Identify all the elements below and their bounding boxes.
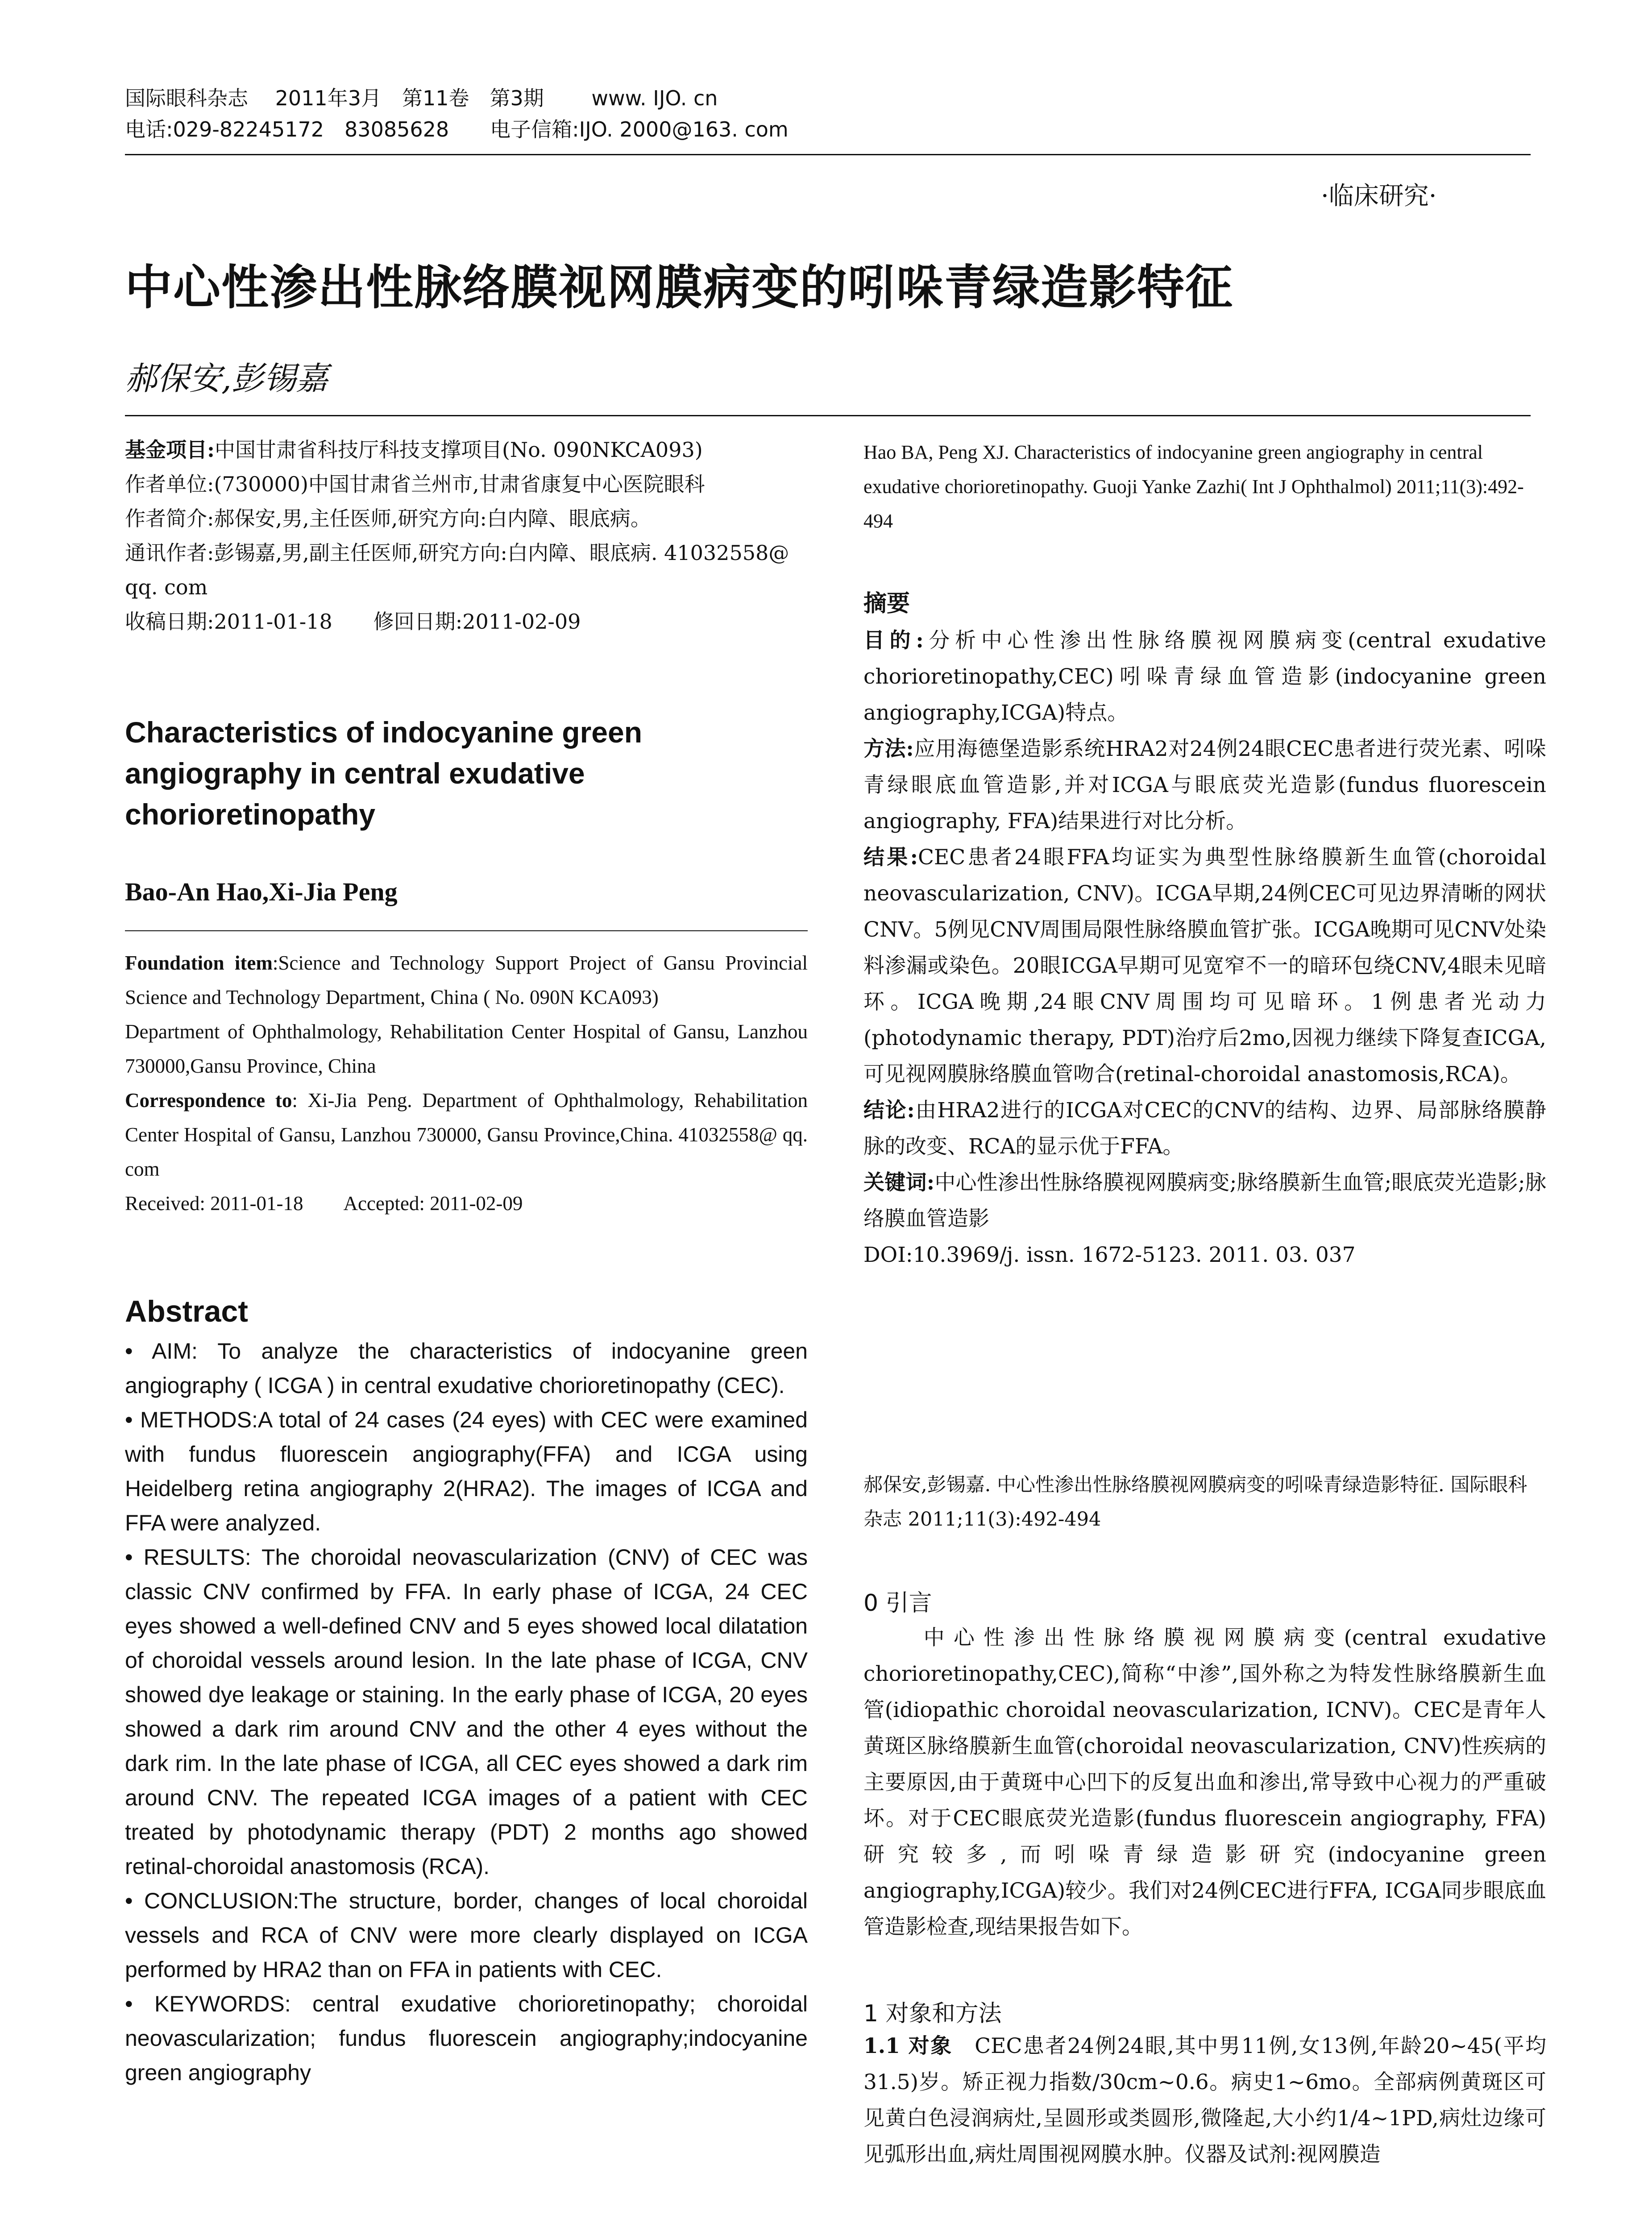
abstract-heading: Abstract [125, 1294, 248, 1328]
abstract-cn-item [863, 622, 1546, 731]
correspondence-label: Correspondence to [125, 1089, 292, 1111]
abstract-keywords: • KEYWORDS: central exudative chorioretinopathy; choroidal neovascularization; fundus fluorescein angiography;indocyanine green angiography [125, 1991, 808, 2085]
abstract-cn-text: 由HRA2进行的ICGA对CEC的CNV的结构、边界、局部脉络膜静脉的改变、RCA的显示优于FFA。 [863, 1098, 1546, 1159]
english-authors: Bao-An Hao,Xi-Jia Peng [125, 877, 398, 906]
journal-header-line1: 国际眼科杂志 2011年3月 第11卷 第3期 www. IJO. cn [125, 86, 718, 110]
doi: DOI:10.3969/j. issn. 1672-5123. 2011. 03. 037 [863, 1243, 1356, 1267]
article-info [125, 433, 808, 639]
info-line: 通讯作者:彭锡嘉,男,副主任医师,研究方向:白内障、眼底病. 41032558@ qq. com [125, 541, 789, 599]
foundation-text: :Science and Technology Support Project of Gansu Provincial Science and Technology Department, China ( No. 090N KCA093) [125, 952, 808, 1008]
abstract-results: • RESULTS: The choroidal neovascularization (CNV) of CEC was classic CNV confirmed by FFA. In early phase of ICGA, 24 CEC eyes showed a well-defined CNV and 5 eyes showed local dilatation of choroidal vessels around lesion. In the late phase of ICGA, CNV showed dye leakage or staining. In the early phase of ICGA, 20 eyes showed a dark rim around CNV and the other 4 eyes without the dark rim. In the late phase of ICGA, all CEC eyes showed a dark rim around CNV. The repeated ICGA images of a patient with CEC treated by photodynamic therapy (PDT) 2 months ago showed retinal-choroidal anastomosis (RCA). [125, 1545, 808, 1879]
page-title: 中心性渗出性脉络膜视网膜病变的吲哚青绿造影特征 [125, 260, 1233, 315]
methods-heading: 1 对象和方法 [863, 2000, 1002, 2027]
abstract-en [125, 1334, 808, 2090]
header-rule [125, 154, 1531, 155]
abstract-cn-label: 关键词: [863, 1170, 935, 1195]
subsection-label: 1.1 对象 [863, 2034, 953, 2058]
abstract-cn-label: 方法: [863, 737, 914, 761]
foundation-label: Foundation item [125, 952, 273, 974]
english-title: Characteristics of indocyanine green angiography in central exudative chorioretinopathy [125, 716, 643, 831]
abstract-cn-text: 分析中心性渗出性脉络膜视网膜病变(central exudative chorioretinopathy,CEC)吲哚青绿血管造影(indocyanine green angiography,ICGA)特点。 [863, 628, 1546, 725]
info-line: 作者简介:郝保安,男,主任医师,研究方向:白内障、眼底病。 [125, 506, 651, 531]
methods-body [863, 2028, 1546, 2173]
info-text: 中国甘肃省科技厅科技支撑项目(No. 090NKCA093) [214, 438, 703, 462]
abstract-cn-item [863, 1165, 1546, 1237]
citation-en: Hao BA, Peng XJ. Characteristics of indocyanine green angiography in central exudative chorioretinopathy. Guoji Yanke Zazhi( Int J Ophthalmol) 2011;11(3):492-494 [863, 441, 1524, 532]
abstract-cn-text: 应用海德堡造影系统HRA2对24例24眼CEC患者进行荧光素、吲哚青绿眼底血管造影,并对ICGA与眼底荧光造影(fundus fluorescein angiography, FFA)结果进行对比分析。 [863, 737, 1547, 834]
abstract-aim: • AIM: To analyze the characteristics of indocyanine green angiography ( ICGA ) in central exudative chorioretinopathy (CEC). [125, 1339, 808, 1398]
abstract-conclusion: • CONCLUSION:The structure, border, changes of local choroidal vessels and RCA of CNV were more clearly displayed on ICGA performed by HRA2 than on FFA in patients with CEC. [125, 1888, 808, 1982]
info-line: 收稿日期:2011-01-18 修回日期:2011-02-09 [125, 610, 581, 634]
title-rule [125, 415, 1531, 416]
intro-heading: 0 引言 [863, 1590, 932, 1617]
abstract-cn-item [863, 731, 1546, 839]
abstract-cn-item [863, 839, 1546, 1092]
intro-body: 中心性渗出性脉络膜视网膜病变(central exudative chorioretinopathy,CEC),简称“中渗”,国外称之为特发性脉络膜新生血管(idiopathic choroidal neovascularization, ICNV)。CEC是青年人黄斑区脉络膜新生血管(choroidal neovascularization, CNV)性疾病的主要原因,由于黄斑中心凹下的反复出血和渗出,常导致中心视力的严重破坏。对于CEC眼底荧光造影(fundus fluorescein angiography, FFA)研究较多,而吲哚青绿造影研究(indocyanine green angiography,ICGA)较少。我们对24例CEC进行FFA, ICGA同步眼底血管造影检查,现结果报告如下。 [863, 1626, 1546, 1939]
authors-cn: 郝保安,彭锡嘉 [125, 360, 328, 397]
citation-cn: 郝保安,彭锡嘉. 中心性渗出性脉络膜视网膜病变的吲哚青绿造影特征. 国际眼科杂志 2011;11(3):492-494 [863, 1474, 1527, 1530]
en-affiliation-block [125, 946, 808, 1221]
abstract-cn-label: 目的: [863, 628, 924, 653]
abstract-cn-item [863, 1092, 1546, 1165]
abstract-cn-label: 结论: [863, 1098, 915, 1123]
correspondence-text: : Xi-Jia Peng. Department of Ophthalmology, Rehabilitation Center Hospital of Gansu, Lanzhou 730000, Gansu Province,China. 41032558@ qq. com [125, 1089, 808, 1180]
info-line [125, 433, 808, 467]
info-label: 基金项目: [125, 438, 215, 462]
abstract-cn-heading: 摘要 [863, 590, 910, 617]
abstract-cn [863, 622, 1546, 1273]
department: Department of Ophthalmology, Rehabilitation Center Hospital of Gansu, Lanzhou 730000,Gansu Province, China [125, 1020, 808, 1077]
journal-header [125, 83, 928, 145]
en-authors-rule [125, 930, 808, 931]
received-dates: Received: 2011-01-18 Accepted: 2011-02-09 [125, 1192, 523, 1215]
journal-header-line2: 电话:029-82245172 83085628 电子信箱:IJO. 2000@163. com [125, 117, 789, 141]
info-line: 作者单位:(730000)中国甘肃省兰州市,甘肃省康复中心医院眼科 [125, 472, 705, 496]
abstract-cn-text: CEC患者24眼FFA均证实为典型性脉络膜新生血管(choroidal neovascularization, CNV)。ICGA早期,24例CEC可见边界清晰的网状CNV。5例见CNV周围局限性脉络膜血管扩张。ICGA晚期可见CNV处染料渗漏或染色。20眼ICGA早期可见宽窄不一的暗环包绕CNV,4眼未见暗环。ICGA晚期,24眼CNV周围均可见暗环。1例患者光动力(photodynamic therapy, PDT)治疗后2mo,因视力继续下降复查ICGA,可见视网膜脉络膜血管吻合(retinal-choroidal anastomosis,RCA)。 [863, 845, 1546, 1086]
section-tag: ·临床研究· [1321, 182, 1437, 211]
abstract-cn-label: 结果: [863, 845, 918, 870]
abstract-cn-text: 中心性渗出性脉络膜视网膜病变;脉络膜新生血管;眼底荧光造影;脉络膜血管造影 [863, 1170, 1546, 1231]
subsection-text: CEC患者24例24眼,其中男11例,女13例,年龄20~45(平均31.5)岁。矫正视力指数/30cm~0.6。病史1~6mo。全部病例黄斑区可见黄白色浸润病灶,呈圆形或类圆形,微隆起,大小约1/4~1PD,病灶边缘可见弧形出血,病灶周围视网膜水肿。仪器及试剂:视网膜造 [863, 2034, 1546, 2167]
abstract-methods: • METHODS:A total of 24 cases (24 eyes) with CEC were examined with fundus fluorescein angiography(FFA) and ICGA using Heidelberg retina angiography 2(HRA2). The images of ICGA and FFA were analyzed. [125, 1407, 808, 1535]
